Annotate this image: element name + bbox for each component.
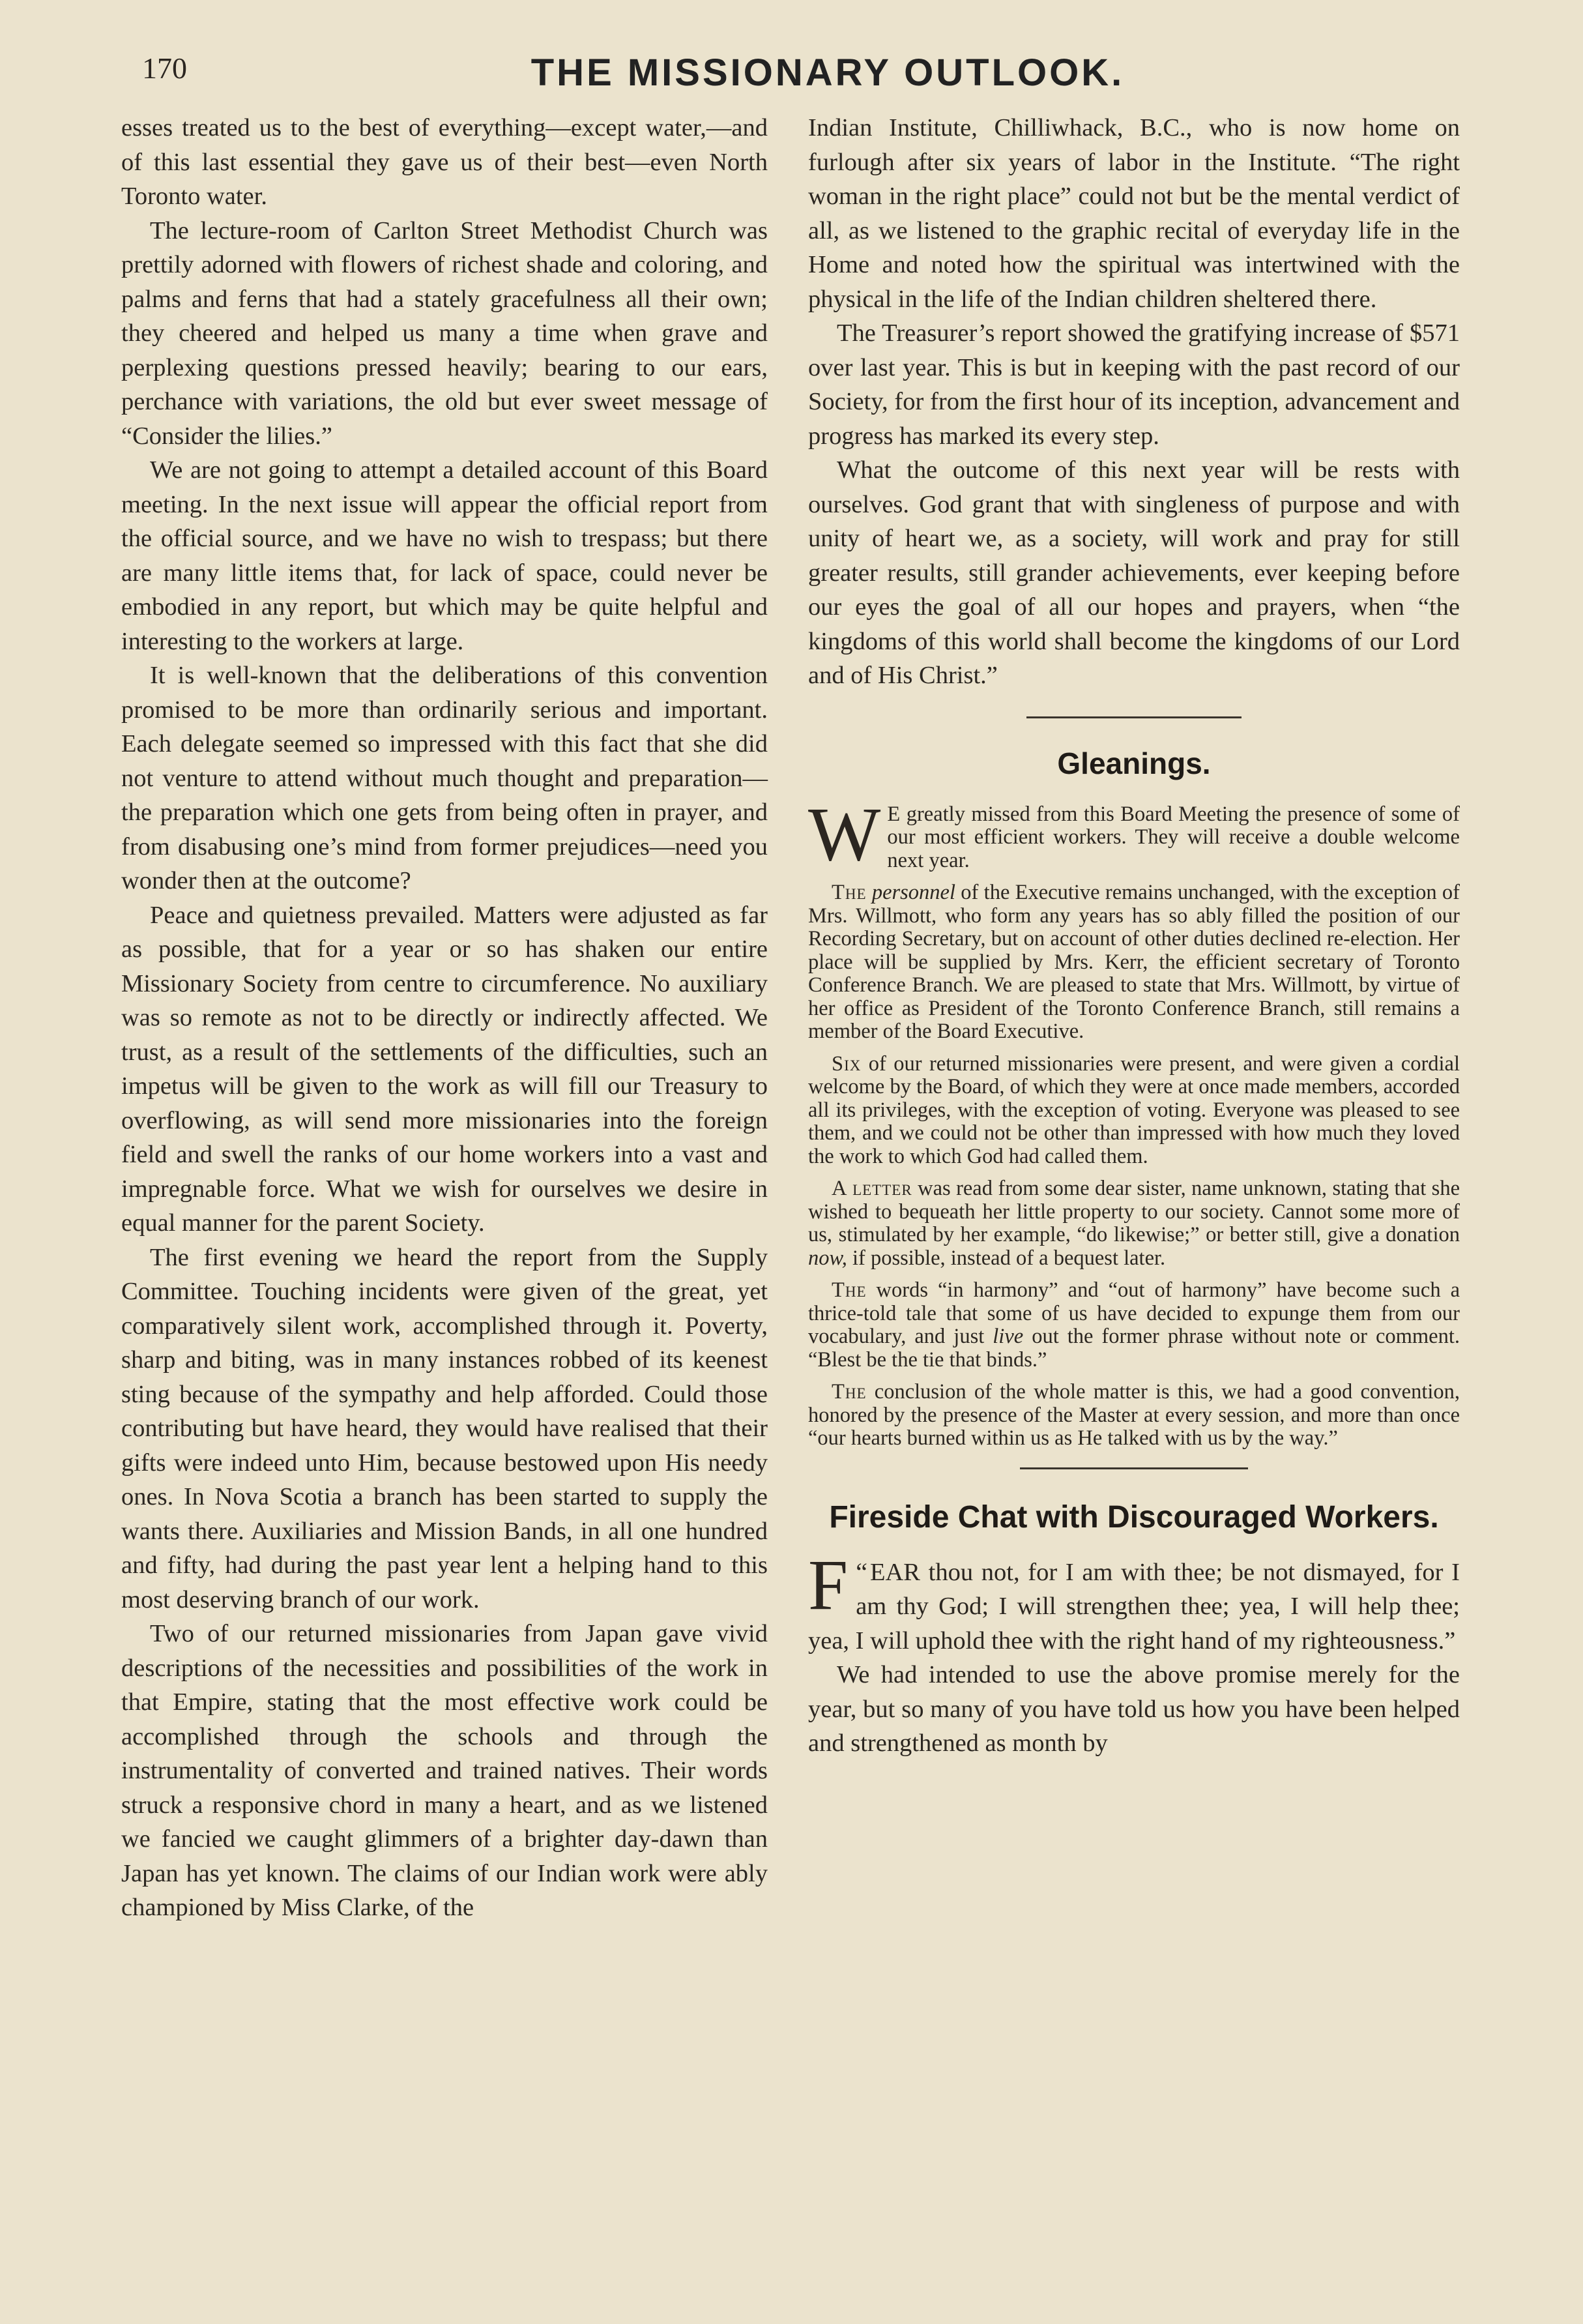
section-divider — [1026, 716, 1242, 718]
opening-quote: “ — [856, 1557, 867, 1587]
right-paragraph: Indian Institute, Chilliwhack, B.C., who is now home on furlough after six years of labor in the Institute. “The right woman in the right place” could not but be the mental verdict of all, as we listened to the graphic recital of everyday life in the Home and noted how the spiritual was intertwined with the physical in the life of the Indian children sheltered there. — [808, 114, 1460, 313]
left-paragraph: Peace and quietness prevailed. Matters were adjusted as far as possible, that for a year or so has shaken our entire Missionary Society from centre to circumference. No auxiliary was so remote as not to be directly or indirectly affected. We trust, as a result of the settlements of the difficulties, such an impetus will be given to the work as will fill our Treasury to overflowing, as will send more missionaries into the foreign field and swell the ranks of our home workers into a vast and impregnable force. What we wish for ourselves we desire in equal manner for the parent Society. — [121, 901, 768, 1237]
fireside-section — [808, 1544, 1460, 1761]
page-number: 170 — [142, 51, 187, 85]
drop-cap: W — [808, 791, 881, 877]
left-paragraph: esses treated us to the best of everything—except water,—and of this last essential they gave us of their best—even North Toronto water. — [121, 114, 768, 210]
right-paragraph: What the outcome of this next year will be rests with ourselves. God grant that with singleness of purpose and with unity of heart we, as a society, will work and pray for still greater results, still grander achievements, ever keeping before our eyes the goal of all our hopes and prayers, when “the kingdoms of this world shall become the kingdoms of our Lord and of His Christ.” — [808, 456, 1460, 689]
fireside-paragraph: We had intended to use the above promise merely for the year, but so many of you have told us how you have been helped and strengthened as month by — [808, 1661, 1460, 1757]
left-paragraph: It is well-known that the deliberations of this convention promised to be more than ordinarily serious and important. Each delegate seemed so impressed with this fact that she did not venture to attend without much thought and preparation—the preparation which one gets from being often in prayer, and from disabusing one’s mind from former prejudices—need you wonder then at the outcome? — [121, 662, 768, 894]
gleanings-paragraph: W E greatly missed from this Board Meeting the presence of some of our most efficient workers. They will receive a double welcome next year. — [808, 791, 1460, 877]
fireside-heading: Fireside Chat with Discouraged Workers. — [829, 1499, 1439, 1535]
running-title: THE MISSIONARY OUTLOOK. — [530, 51, 1125, 94]
left-paragraph: Two of our returned missionaries from Japan gave vivid descriptions of the necessities and possibilities of the work in that Empire, stating that the most effective work could be accomplished through the schools and through the instrumentality of converted and trained natives. Their words struck a responsive chord in many a heart, and as we listened we fancied we caught glimmers of a brighter day-dawn than Japan has yet known. The claims of our Indian work were ably championed by Miss Clarke, of the — [121, 1620, 768, 1921]
gleanings-paragraph: A letter was read from some dear sister, name unknown, stating that she wished to bequeath her little property to our society. Cannot some more of us, stimulated by her example, “do likewise;” or better still, give a donation now, if possible, instead of a bequest later. — [808, 1177, 1460, 1270]
gleanings-heading: Gleanings. — [1057, 746, 1211, 780]
gleanings-paragraph: The conclusion of the whole matter is this, we had a good convention, honored by the presence of the Master at every session, and more than once “our hearts burned within us as He talked with us by the way.” — [808, 1380, 1460, 1450]
report-continuation — [808, 111, 1460, 693]
gleanings-paragraph: The words “in harmony” and “out of harmony” have become such a thrice-told tale that some of us have decided to expunge them from our vocabulary, and just live out the former phrase without note or comment. “Blest be the tie that binds.” — [808, 1278, 1460, 1372]
left-column — [121, 111, 768, 1925]
gleanings-section — [808, 791, 1460, 1450]
left-paragraph: We are not going to attempt a detailed account of this Board meeting. In the next issue will appear the official report from the official source, and we have no wish to trespass; but there are many little items that, for lack of space, could never be embodied in any report, but which may be quite helpful and interesting to the workers at large. — [121, 456, 768, 655]
fireside-paragraph: “ F EAR thou not, for I am with thee; be not dismayed, for I am thy God; I will strengthen thee; yea, I will help thee; yea, I will uphold thee with the right hand of my righteousness.” — [808, 1544, 1460, 1655]
left-paragraph: The first evening we heard the report from the Supply Committee. Touching incidents were given of the great, yet comparatively silent work, accomplished through it. Poverty, sharp and biting, was in many instances robbed of its keenest sting because of the sympathy and help afforded. Could those contributing but have heard, they would have realised that their gifts were indeed unto Him, because bestowed upon His needy ones. In Nova Scotia a branch has been started to supply the wants there. Auxiliaries and Mission Bands, in all one hundred and fifty, had during the past year lent a helping hand to this most deserving branch of our work. — [121, 1243, 768, 1613]
gleanings-paragraph: Six of our returned missionaries were present, and were given a cordial welcome by the Board, of which they were at once made members, accorded all its privileges, with the exception of voting. Everyone was pleased to see them, and we could not be other than impressed with how much they loved the work to which God had called them. — [808, 1052, 1460, 1168]
section-divider — [1020, 1467, 1248, 1469]
right-column — [808, 111, 1460, 1761]
gleanings-paragraph: The personnel of the Executive remains unchanged, with the exception of Mrs. Willmott, who form any years has so ably filled the position of our Recording Secretary, but on account of other duties declined re-election. Her place will be supplied by Mrs. Kerr, the efficient secretary of Toronto Conference Branch. We are pleased to state that Mrs. Willmott, by virtue of her office as President of the Toronto Conference Branch, still remains a member of the Board Executive. — [808, 881, 1460, 1043]
right-paragraph: The Treasurer’s report showed the gratifying increase of $571 over last year. This is but in keeping with the past record of our Society, for from the first hour of its inception, advancement and progress has marked its every step. — [808, 319, 1460, 450]
left-paragraph: The lecture-room of Carlton Street Methodist Church was prettily adorned with flowers of richest shade and coloring, and palms and ferns that had a stately gracefulness all their own; they cheered and helped us many a time when grave and perplexing questions pressed heavily; bearing to our ears, perchance with variations, the old but ever sweet message of “Consider the lilies.” — [121, 216, 768, 450]
drop-cap: F — [808, 1544, 849, 1625]
